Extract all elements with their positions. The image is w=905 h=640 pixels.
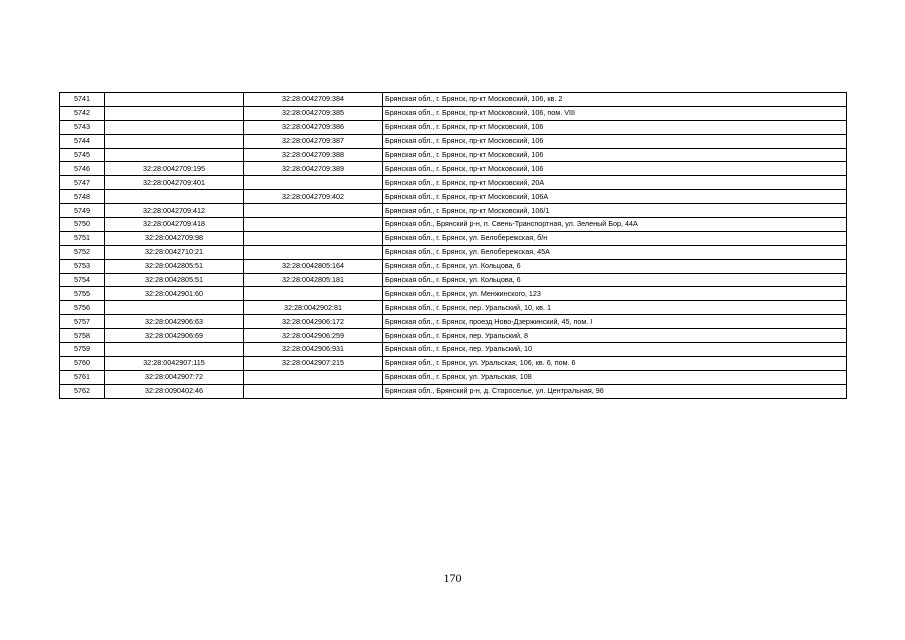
table-row [60, 148, 847, 162]
row-number-cell: 5748 [60, 190, 105, 204]
row-number-cell: 5750 [60, 218, 105, 232]
address-cell: Брянская обл., Брянский р-н, д. Староселье, ул. Центральная, 96 [383, 384, 847, 398]
object-number-cell: 32:28:0042709:385 [244, 106, 383, 120]
address-cell: Брянская обл., г. Брянск, пр-кт Московский, 106/1 [383, 204, 847, 218]
parcel-number-cell [105, 343, 244, 357]
object-number-cell [244, 384, 383, 398]
table-row [60, 315, 847, 329]
registry-table [59, 92, 847, 399]
object-number-cell [244, 245, 383, 259]
row-number-cell: 5757 [60, 315, 105, 329]
address-cell: Брянская обл., г. Брянск, пер. Уральский, 8 [383, 329, 847, 343]
table-row [60, 218, 847, 232]
object-number-cell: 32:28:0042709:402 [244, 190, 383, 204]
row-number-cell: 5762 [60, 384, 105, 398]
table-row [60, 120, 847, 134]
address-cell: Брянская обл., г. Брянск, пр-кт Московский, 106 [383, 148, 847, 162]
row-number-cell: 5753 [60, 259, 105, 273]
row-number-cell: 5743 [60, 120, 105, 134]
address-cell: Брянская обл., г. Брянск, ул. Уральская, 108 [383, 370, 847, 384]
object-number-cell [244, 176, 383, 190]
address-cell: Брянская обл., г. Брянск, пр-кт Московский, 106, кв. 2 [383, 93, 847, 107]
table-row [60, 287, 847, 301]
table-row [60, 134, 847, 148]
object-number-cell [244, 218, 383, 232]
row-number-cell: 5744 [60, 134, 105, 148]
table-row [60, 204, 847, 218]
row-number-cell: 5751 [60, 231, 105, 245]
object-number-cell: 32:28:0042709:386 [244, 120, 383, 134]
parcel-number-cell: 32:28:0042805:51 [105, 259, 244, 273]
parcel-number-cell: 32:28:0042901:60 [105, 287, 244, 301]
row-number-cell: 5760 [60, 356, 105, 370]
address-cell: Брянская обл., г. Брянск, ул. Белобережская, 45А [383, 245, 847, 259]
table-row [60, 231, 847, 245]
table-row [60, 356, 847, 370]
table-row [60, 93, 847, 107]
table-row [60, 259, 847, 273]
object-number-cell: 32:28:0042906:172 [244, 315, 383, 329]
row-number-cell: 5747 [60, 176, 105, 190]
table-row [60, 162, 847, 176]
object-number-cell: 32:28:0042906:259 [244, 329, 383, 343]
object-number-cell: 32:28:0042902:81 [244, 301, 383, 315]
address-cell: Брянская обл., г. Брянск, пер. Уральский, 10 [383, 343, 847, 357]
row-number-cell: 5752 [60, 245, 105, 259]
object-number-cell [244, 231, 383, 245]
parcel-number-cell: 32:28:0090402:46 [105, 384, 244, 398]
parcel-number-cell [105, 93, 244, 107]
object-number-cell: 32:28:0042709:387 [244, 134, 383, 148]
address-cell: Брянская обл., г. Брянск, ул. Кольцова, 6 [383, 273, 847, 287]
row-number-cell: 5746 [60, 162, 105, 176]
address-cell: Брянская обл., г. Брянск, пер. Уральский, 10, кв. 1 [383, 301, 847, 315]
address-cell: Брянская обл., г. Брянск, пр-кт Московский, 106А [383, 190, 847, 204]
table-row [60, 190, 847, 204]
address-cell: Брянская обл., г. Брянск, проезд Ново-Дзержинский, 45, пом. I [383, 315, 847, 329]
row-number-cell: 5754 [60, 273, 105, 287]
table-row [60, 106, 847, 120]
address-cell: Брянская обл., г. Брянск, ул. Кольцова, 6 [383, 259, 847, 273]
row-number-cell: 5761 [60, 370, 105, 384]
table-row [60, 301, 847, 315]
registry-table-body [60, 93, 847, 399]
object-number-cell: 32:28:0042805:164 [244, 259, 383, 273]
parcel-number-cell [105, 301, 244, 315]
parcel-number-cell: 32:28:0042709:412 [105, 204, 244, 218]
address-cell: Брянская обл., г. Брянск, ул. Уральская, 106, кв. 6, пом. 6 [383, 356, 847, 370]
row-number-cell: 5749 [60, 204, 105, 218]
parcel-number-cell [105, 120, 244, 134]
parcel-number-cell [105, 148, 244, 162]
parcel-number-cell: 32:28:0042805:51 [105, 273, 244, 287]
object-number-cell: 32:28:0042805:181 [244, 273, 383, 287]
object-number-cell: 32:28:0042709:388 [244, 148, 383, 162]
table-row [60, 384, 847, 398]
object-number-cell [244, 370, 383, 384]
object-number-cell: 32:28:0042709:384 [244, 93, 383, 107]
row-number-cell: 5759 [60, 343, 105, 357]
parcel-number-cell: 32:28:0042906:63 [105, 315, 244, 329]
row-number-cell: 5758 [60, 329, 105, 343]
parcel-number-cell: 32:28:0042709:418 [105, 218, 244, 232]
row-number-cell: 5756 [60, 301, 105, 315]
parcel-number-cell: 32:28:0042907:115 [105, 356, 244, 370]
row-number-cell: 5741 [60, 93, 105, 107]
table-row [60, 273, 847, 287]
parcel-number-cell [105, 134, 244, 148]
address-cell: Брянская обл., г. Брянск, пр-кт Московский, 106 [383, 134, 847, 148]
table-row [60, 343, 847, 357]
table-row [60, 176, 847, 190]
parcel-number-cell: 32:28:0042710:21 [105, 245, 244, 259]
object-number-cell [244, 287, 383, 301]
table-row [60, 329, 847, 343]
address-cell: Брянская обл., г. Брянск, пр-кт Московский, 106 [383, 120, 847, 134]
parcel-number-cell [105, 190, 244, 204]
address-cell: Брянская обл., г. Брянск, пр-кт Московский, 20А [383, 176, 847, 190]
parcel-number-cell [105, 106, 244, 120]
parcel-number-cell: 32:28:0042709:98 [105, 231, 244, 245]
address-cell: Брянская обл., Брянский р-н, п. Свень-Транспортная, ул. Зеленый Бор, 44А [383, 218, 847, 232]
object-number-cell: 32:28:0042907:215 [244, 356, 383, 370]
address-cell: Брянская обл., г. Брянск, пр-кт Московский, 106 [383, 162, 847, 176]
table-row [60, 370, 847, 384]
row-number-cell: 5745 [60, 148, 105, 162]
parcel-number-cell: 32:28:0042709:195 [105, 162, 244, 176]
table-row [60, 245, 847, 259]
address-cell: Брянская обл., г. Брянск, ул. Белобережская, б/н [383, 231, 847, 245]
page-number: 170 [443, 571, 462, 585]
parcel-number-cell: 32:28:0042907:72 [105, 370, 244, 384]
parcel-number-cell: 32:28:0042906:69 [105, 329, 244, 343]
address-cell: Брянская обл., г. Брянск, пр-кт Московский, 106, пом. VIII [383, 106, 847, 120]
row-number-cell: 5755 [60, 287, 105, 301]
object-number-cell: 32:28:0042709:389 [244, 162, 383, 176]
object-number-cell [244, 204, 383, 218]
parcel-number-cell: 32:28:0042709:401 [105, 176, 244, 190]
address-cell: Брянская обл., г. Брянск, ул. Менжинского, 123 [383, 287, 847, 301]
object-number-cell: 32:28:0042906:931 [244, 343, 383, 357]
row-number-cell: 5742 [60, 106, 105, 120]
